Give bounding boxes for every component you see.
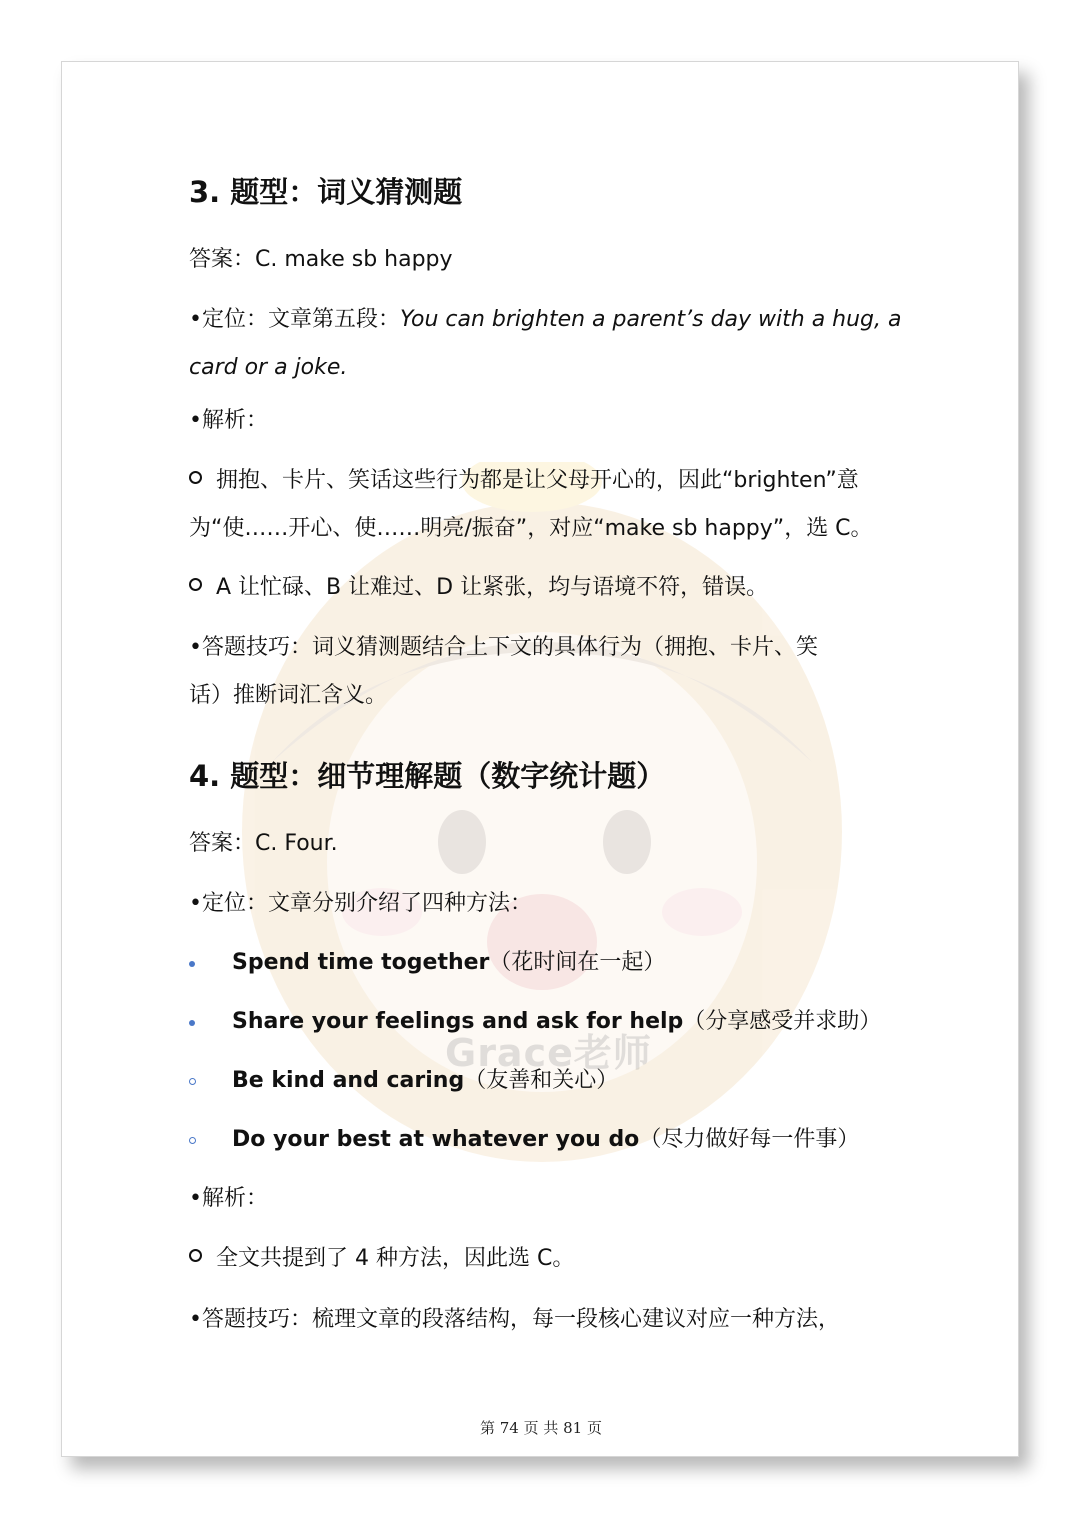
section4-analysis-1-text: 全文共提到了 4 种方法，因此选 C。: [216, 1246, 575, 1271]
filled-bullet-icon: [189, 1007, 195, 1037]
section3-analysis-1-cont: 为“使……开心、使……明亮/振奋”，对应“make sb happy”，选 C。: [189, 516, 873, 541]
section3-analysis-label: •解析：: [189, 408, 268, 433]
section3-analysis-2: [189, 573, 768, 603]
ring-bullet-icon: [189, 1125, 196, 1155]
section3-locate: [189, 305, 901, 335]
section3-analysis-1-text: 拥抱、卡片、笑话这些行为都是让父母开心的，因此“brighten”意: [216, 468, 859, 493]
section3-locate-quote-cont: card or a joke.: [189, 355, 348, 380]
method-translation: （友善和关心）: [464, 1068, 619, 1093]
ring-bullet-icon: [189, 578, 202, 591]
section4-analysis-1: [189, 1244, 574, 1274]
section3-locate-label: •定位：文章第五段：: [189, 307, 400, 332]
ring-bullet-icon: [189, 1249, 202, 1262]
filled-bullet-icon: [189, 948, 195, 978]
watermark-text: Grace老师: [445, 1031, 652, 1075]
method-title: Spend time together: [232, 950, 490, 975]
section3-analysis-1: [189, 466, 859, 496]
ring-bullet-icon: [189, 1066, 196, 1096]
method-translation: （尽力做好每一件事）: [639, 1127, 860, 1152]
method-title: Share your feelings and ask for help: [232, 1009, 684, 1034]
ring-bullet-icon: [189, 471, 202, 484]
section4-tip: •答题技巧：梳理文章的段落结构，每一段核心建议对应一种方法，: [189, 1307, 840, 1332]
page-number: 第 74 页 共 81 页: [479, 1419, 602, 1437]
section4-locate: •定位：文章分别介绍了四种方法：: [189, 891, 532, 916]
section4-heading: 4. 题型：细节理解题（数字统计题）: [189, 759, 666, 793]
document-page: [61, 61, 1019, 1457]
section3-locate-quote: You can brighten a parent’s day with a hug, a: [399, 307, 902, 332]
section4-analysis-label: •解析：: [189, 1186, 268, 1211]
method-translation: （分享感受并求助）: [683, 1009, 882, 1034]
method-title: Do your best at whatever you do: [232, 1127, 640, 1152]
section4-answer: 答案：C. Four.: [189, 831, 338, 856]
section3-heading: 3. 题型：词义猜测题: [189, 175, 463, 209]
section3-tip: •答题技巧：词义猜测题结合上下文的具体行为（拥抱、卡片、笑: [189, 635, 818, 660]
section3-answer: 答案：C. make sb happy: [189, 247, 453, 272]
method-title: Be kind and caring: [232, 1068, 465, 1093]
section3-analysis-2-text: A 让忙碌、B 让难过、D 让紧张，均与语境不符，错误。: [216, 575, 769, 600]
section3-tip-cont: 话）推断词汇含义。: [189, 683, 388, 708]
method-translation: （花时间在一起）: [489, 950, 666, 975]
